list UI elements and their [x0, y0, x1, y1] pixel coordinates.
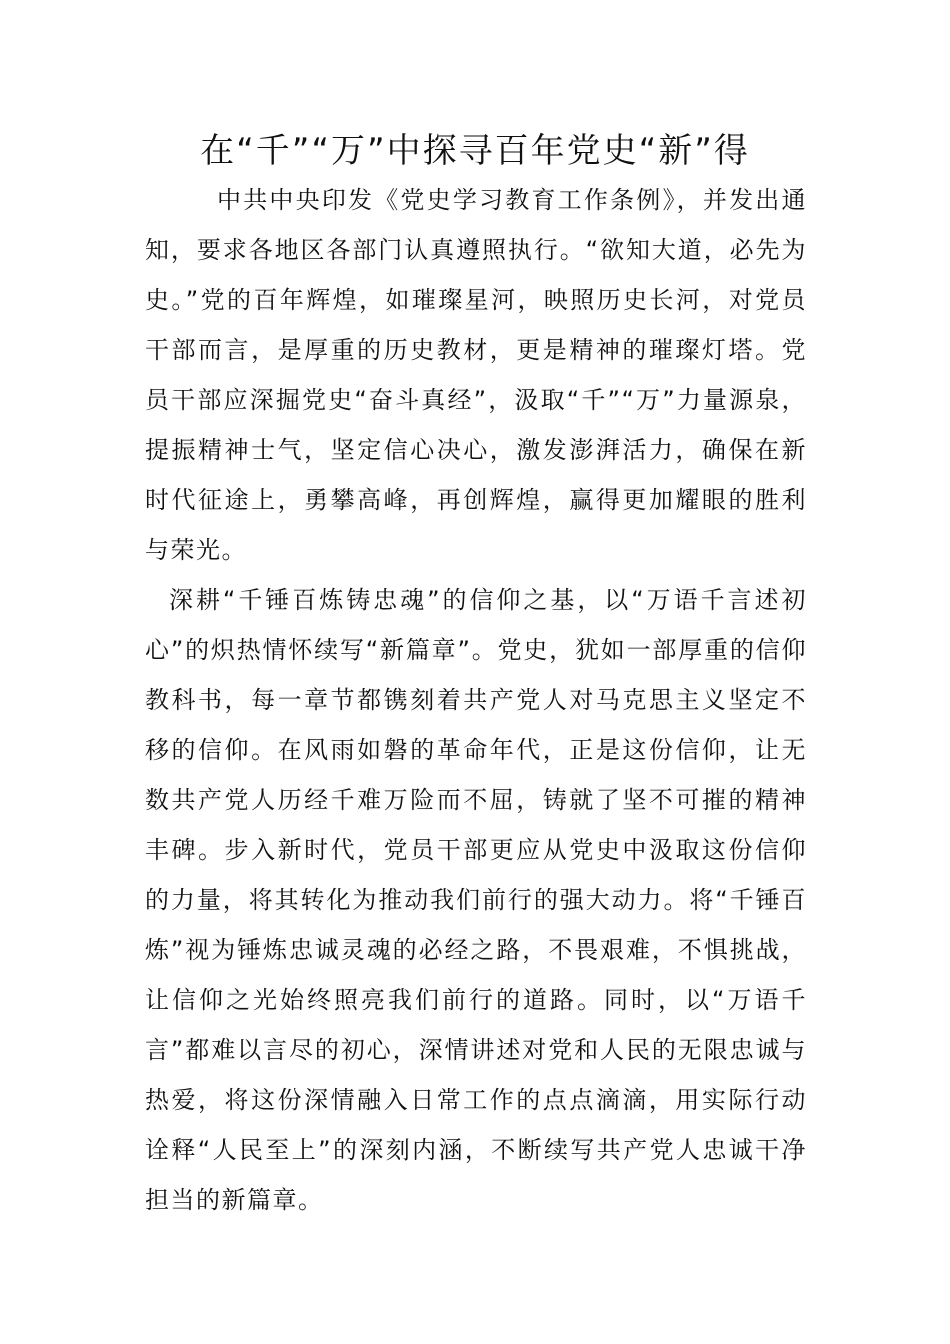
paragraph-intro: 中共中央印发《党史学习教育工作条例》，并发出通知，要求各地区各部门认真遵照执行。“欲知大道，必先为史。”党的百年辉煌，如璀璨星河，映照历史长河，对党员干部而言，是厚重的历史教材，更是精神的璀璨灯塔。党员干部应深掘党史“奋斗真经”，汲取“千”“万”力量源泉，提振精神士气，坚定信心决心，激发澎湃活力，确保在新时代征途上，勇攀高峰，再创辉煌，赢得更加耀眼的胜利与荣光。 [145, 186, 807, 564]
document-body [145, 175, 807, 1225]
document-title: 在“千”“万”中探寻百年党史“新”得 [200, 131, 750, 171]
paragraph-faith: 深耕“千锤百炼铸忠魂”的信仰之基，以“万语千言述初心”的炽热情怀续写“新篇章”。党史，犹如一部厚重的信仰教科书，每一章节都镌刻着共产党人对马克思主义坚定不移的信仰。在风雨如磐的革命年代，正是这份信仰，让无数共产党人历经千难万险而不屈，铸就了坚不可摧的精神丰碑。步入新时代，党员干部更应从党史中汲取这份信仰的力量，将其转化为推动我们前行的强大动力。将“千锤百炼”视为锤炼忠诚灵魂的必经之路，不畏艰难，不惧挑战，让信仰之光始终照亮我们前行的道路。同时，以“万语千言”都难以言尽的初心，深情讲述对党和人民的无限忠诚与热爱，将这份深情融入日常工作的点点滴滴，用实际行动诠释“人民至上”的深刻内涵，不断续写共产党人忠诚干净担当的新篇章。 [145, 586, 807, 1214]
